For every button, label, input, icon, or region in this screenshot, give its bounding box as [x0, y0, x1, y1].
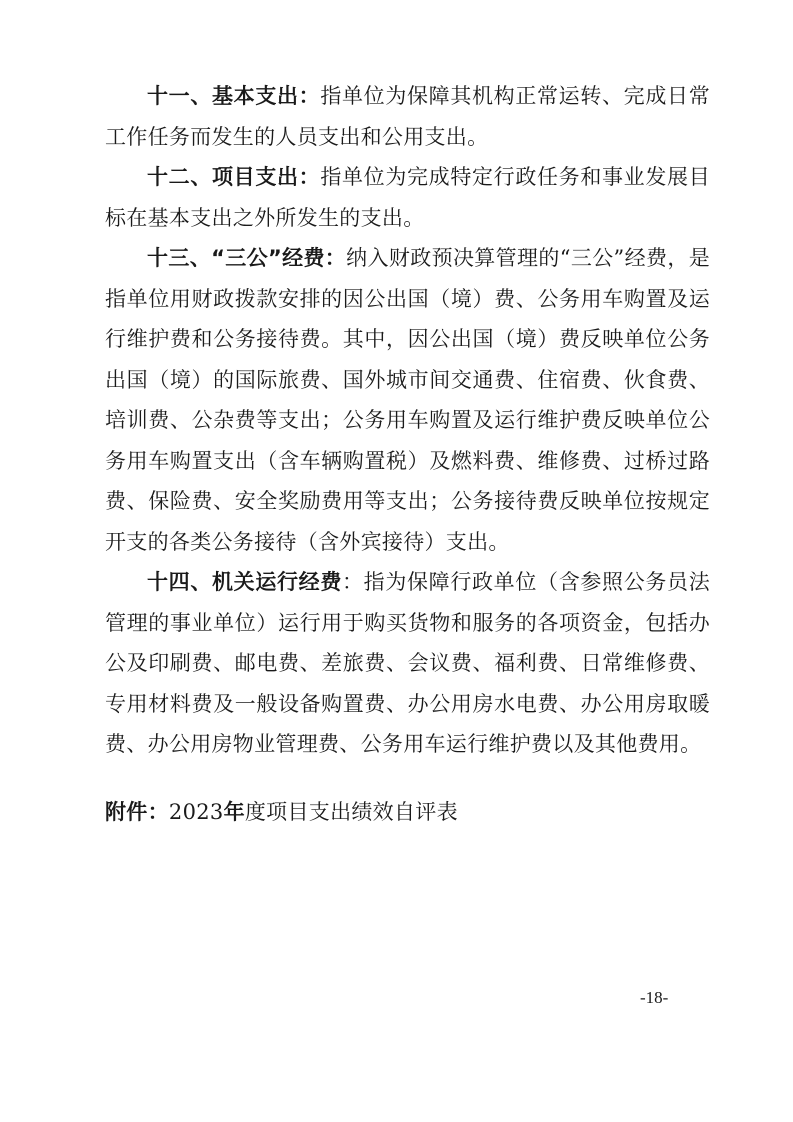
page-number: -18-	[640, 988, 669, 1007]
attachment-line	[105, 792, 458, 832]
attachment-year: 2023	[168, 800, 224, 824]
section-basic-expenditure	[105, 76, 710, 157]
section-heading: 十二、项目支出：	[147, 165, 321, 189]
attachment-label: 附件：	[105, 800, 169, 824]
document-body	[105, 76, 710, 765]
section-text: 纳入财政预决算管理的“三公”经费，是指单位用财政拨款安排的因公出国（境）费、公务用车购置及运行维护费和公务接待费。其中，因公出国（境）费反映单位公务出国（境）的国际旅费、国外城市间交通费、住宿费、伙食费、培训费、公杂费等支出；公务用车购置及运行维护费反映单位公务用车购置支出（含车辆购置税）及燃料费、维修费、过桥过路费、保险费、安全奖励费用等支出；公务接待费反映单位按规定开支的各类公务接待（含外宾接待）支出。	[105, 246, 710, 554]
section-three-public-funds	[105, 238, 710, 562]
section-heading: 十三、“三公”经费：	[147, 246, 347, 270]
section-text: 指单位为保障其机构正常运转、完成日常工作任务而发生的人员支出和公用支出。	[105, 84, 710, 149]
section-text: ：指为保障行政单位（含参照公务员法管理的事业单位）运行用于购买货物和服务的各项资金，包括办公及印刷费、邮电费、差旅费、会议费、福利费、日常维修费、专用材料费及一般设备购置费、办公用房水电费、办公用房取暖费、办公用房物业管理费、公务用车运行维护费以及其他费用。	[105, 570, 710, 756]
attachment-year-unit: 年	[223, 800, 245, 824]
section-text: 指单位为完成特定行政任务和事业发展目标在基本支出之外所发生的支出。	[105, 165, 710, 230]
section-project-expenditure	[105, 157, 710, 238]
section-operating-funds	[105, 562, 710, 765]
section-heading: 十四、机关运行经费	[147, 570, 343, 594]
attachment-title: 度项目支出绩效自评表	[244, 800, 458, 824]
section-heading: 十一、基本支出：	[147, 84, 321, 108]
